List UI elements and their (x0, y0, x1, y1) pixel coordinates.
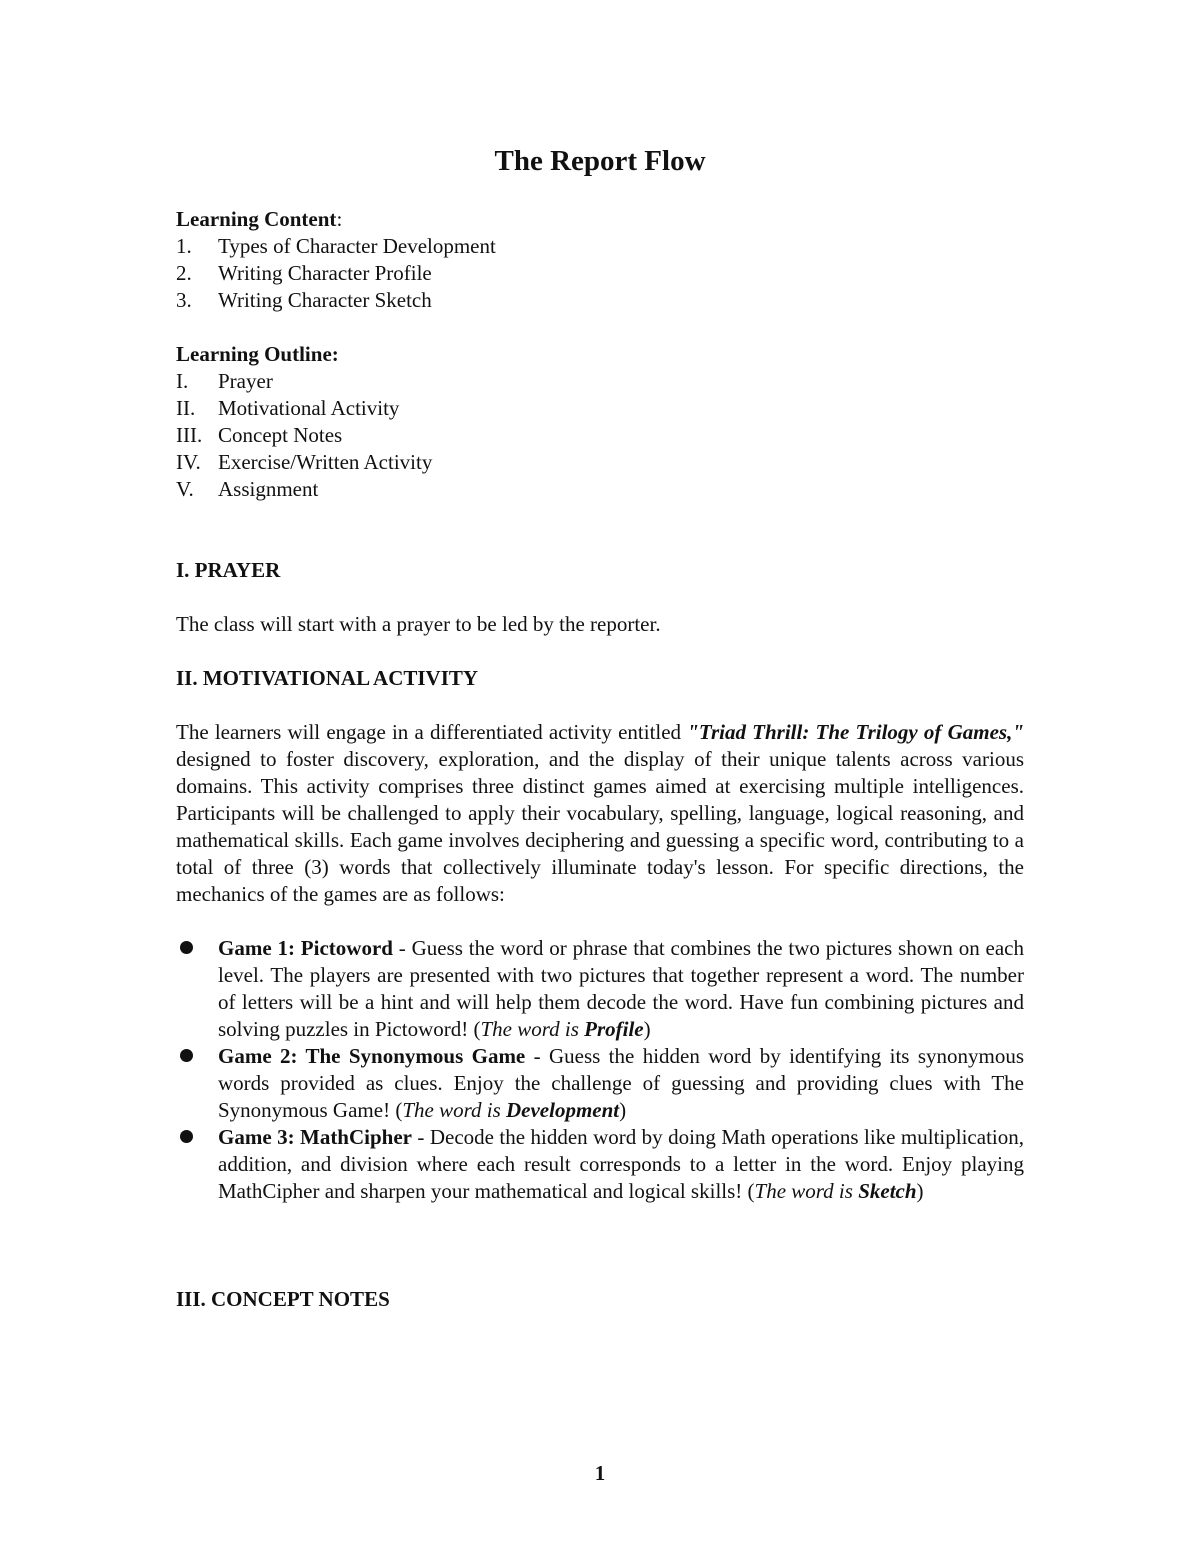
bullet-icon (180, 1130, 193, 1143)
list-number: V. (176, 477, 194, 501)
list-item (176, 449, 1024, 476)
list-item (176, 476, 1024, 503)
learning-content-section (176, 206, 1024, 314)
bullet-icon (180, 1049, 193, 1062)
list-number: IV. (176, 450, 201, 474)
list-item (176, 422, 1024, 449)
list-text: Types of Character Development (218, 234, 496, 258)
prayer-heading: I. PRAYER (176, 558, 281, 582)
page-content (176, 144, 1024, 1313)
motivational-heading: II. MOTIVATIONAL ACTIVITY (176, 666, 479, 690)
intro-text-after: designed to foster discovery, exploration, and the display of their unique talents across various domains. This activity comprises three distinct games aimed at exercising multiple intelligences. Participants will be challenged to apply their vocabulary, spelling, language, logical reasoning, and mathematical skills. Each game involves deciphering and guessing a specific word, contributing to a total of three (3) words that collectively illuminate today's lesson. For specific directions, the mechanics of the games are as follows: (176, 747, 1024, 906)
game-description: - Guess the hidden word by identifying its synonymous words provided as clues. Enjoy the challenge of guessing and providing clues with The Synonymous Game! ( (218, 1044, 1024, 1122)
learning-content-list (176, 233, 1024, 314)
list-text: Exercise/Written Activity (218, 450, 433, 474)
spacer (176, 1259, 1024, 1286)
list-text: Assignment (218, 477, 319, 501)
activity-title: "Triad Thrill: The Trilogy of Games," (687, 720, 1024, 744)
spacer (176, 1205, 1024, 1259)
game-close: ) (916, 1179, 924, 1203)
document-title: The Report Flow (494, 145, 706, 177)
list-text: Concept Notes (218, 423, 343, 447)
spacer (176, 908, 1024, 935)
game-item (176, 1124, 1024, 1205)
list-number: 3. (176, 288, 192, 312)
learning-outline-section (176, 341, 1024, 503)
spacer (176, 503, 1024, 557)
game-description: - Decode the hidden word by doing Math operations like multiplication, addition, and division where each result corresponds to a letter in the word. Enjoy playing MathCipher and sharpen your mathematical and logical skills! ( (218, 1125, 1024, 1203)
bullet-icon (180, 941, 193, 954)
motivational-intro (176, 719, 1024, 908)
list-number: III. (176, 423, 203, 447)
game-word: Profile (584, 1017, 644, 1041)
game-name: Game 2: The Synonymous Game (218, 1044, 526, 1068)
page-number: 1 (594, 1461, 606, 1485)
learning-outline-label: Learning Outline: (176, 342, 339, 366)
game-word: Development (506, 1098, 620, 1122)
list-number: 2. (176, 261, 192, 285)
list-text: Motivational Activity (218, 396, 400, 420)
list-number: 1. (176, 234, 192, 258)
list-text: Writing Character Profile (218, 261, 432, 285)
games-list (176, 935, 1024, 1205)
list-item (176, 368, 1024, 395)
list-item (176, 395, 1024, 422)
list-item (176, 287, 1024, 314)
game-close: ) (643, 1017, 651, 1041)
spacer (176, 638, 1024, 665)
game-description: - Guess the word or phrase that combines the two pictures shown on each level. The players are presented with two pictures that together represent a word. The number of letters will be a hint and will help them decode the word. Have fun combining pictures and solving puzzles in Pictoword! ( (218, 936, 1024, 1041)
learning-content-label-line (176, 206, 1024, 233)
game-name: Game 3: MathCipher (218, 1125, 412, 1149)
intro-text-before: The learners will engage in a differentiated activity entitled (176, 720, 688, 744)
list-item (176, 260, 1024, 287)
game-name: Game 1: Pictoword (218, 936, 393, 960)
spacer (176, 314, 1024, 341)
game-word-prefix: The word is (754, 1179, 859, 1203)
game-close: ) (619, 1098, 627, 1122)
concept-notes-heading: III. CONCEPT NOTES (176, 1287, 390, 1311)
game-word-prefix: The word is (480, 1017, 585, 1041)
game-item (176, 935, 1024, 1043)
learning-outline-list (176, 368, 1024, 503)
prayer-text: The class will start with a prayer to be led by the reporter. (176, 612, 661, 636)
list-number: I. (176, 369, 189, 393)
spacer (176, 584, 1024, 611)
list-number: II. (176, 396, 196, 420)
spacer (176, 692, 1024, 719)
list-text: Prayer (218, 369, 273, 393)
game-word-prefix: The word is (402, 1098, 506, 1122)
learning-content-label: Learning Content (176, 207, 337, 231)
game-item (176, 1043, 1024, 1124)
learning-content-colon: : (336, 207, 343, 231)
list-text: Writing Character Sketch (218, 288, 432, 312)
list-item (176, 233, 1024, 260)
game-word: Sketch (858, 1179, 917, 1203)
